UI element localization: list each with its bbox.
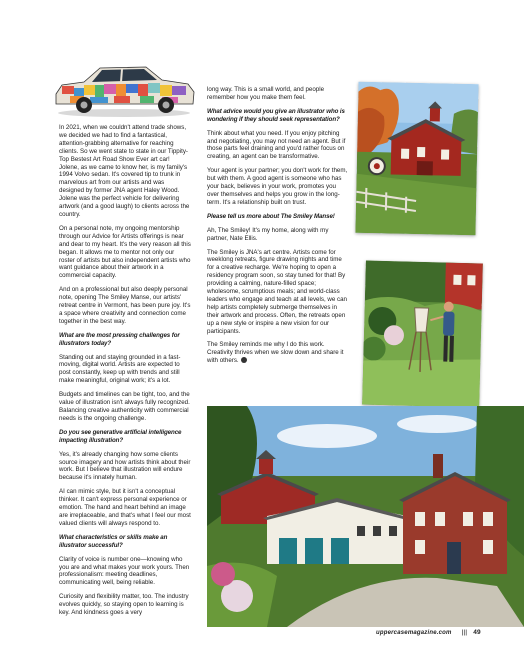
footer-separator: ||| xyxy=(461,630,468,636)
text-column-middle xyxy=(207,86,349,371)
body-paragraph xyxy=(207,341,349,365)
body-paragraph: Think about what you need. If you enjoy pitching and negotiating, you may not need an agent. But if those parts feel draining and you'd rather focus on creating, an agent can be transformative. xyxy=(207,129,346,161)
text-column-left xyxy=(59,124,191,623)
body-paragraph: On a personal note, my ongoing mentorship through our Advice for Artists offerings is near and dear to my heart. It's the very reason all this began. It allows me to mentor not only our roster of artists but also independent artists who want guidance about their artwork in a commercial capacity. xyxy=(59,224,191,280)
interview-question: Please tell us more about The Smiley Manse! xyxy=(207,212,335,220)
body-paragraph: Budgets and timelines can be tight, too, and the value of illustration isn't always fully recognized. Balancing creative authenticity with commercial needs is the ongoing challenge. xyxy=(59,391,190,422)
body-paragraph: Yes, it's already changing how some clients source imagery and how artists think about their work. But I believe that illustration will endure because it's innately human. xyxy=(59,450,191,482)
body-paragraph: The Smiley is JNA's art centre. Artists come for weeklong retreats, figure drawing nights and time for a creative recharge. We're hoping to open a residency program soon, so stay tuned for that! By providing a calming, nature-filled space; wholesome, scrumptious meals; and world-class leaders who engage and teach at all levels, we can help artists completely submerge themselves in their artwork and process. Often, the retreats open up a new style or inspire a new vision for our participants. xyxy=(207,248,347,335)
page-footer xyxy=(376,627,496,639)
body-paragraph: Your agent is your partner; you don't work for them, but with them. A good agent is someone who has your back, believes in your work, promotes you over themselves and helps you grow in the long-term. It's a relationship built on trust. xyxy=(207,167,348,206)
art-car-photo xyxy=(50,58,198,120)
interview-question: Do you see generative artificial intelligence impacting illustration? xyxy=(59,428,182,444)
body-paragraph: AI can mimic style, but it isn't a conceptual thinker. It can't express personal experience or emotion. The hand and heart behind an image are irreplaceable, and that's what I feel our most valued clients will always respond to. xyxy=(59,488,191,527)
end-mark-icon xyxy=(241,357,247,363)
red-barn-photo xyxy=(355,82,478,235)
body-paragraph: In 2021, when we couldn't attend trade shows, we decided we had to find a fantastical, attention-grabbing alternative for reaching clients. So we went state to state in our Tippity-Top Bestest Art Road Show Ever art car! Jolene, as we came to know her, is my family's 1994 Volvo sedan. It's covered tip to trunk in marvelous art from our artists and was designed by former JNA agent Haley Wood. Jolene was the perfect vehicle for delivering artwork (and a good laugh) to clients across the country. xyxy=(59,124,190,218)
page-number: 49 xyxy=(473,629,481,636)
body-paragraph: Curiosity and flexibility matter, too. The industry evolves quickly, so staying open to learning is key. And kindness goes a very xyxy=(59,593,189,617)
interview-question: What are the most pressing challenges for illustrators today? xyxy=(59,331,180,347)
smiley-manse-photo xyxy=(207,406,524,627)
interview-question: What characteristics or skills make an illustrator successful? xyxy=(59,533,168,549)
magazine-url: uppercasemagazine.com xyxy=(376,630,452,636)
body-paragraph: Ah, The Smiley! It's my home, along with my partner, Nate Ellis. xyxy=(207,226,329,242)
body-paragraph: Clarity of voice is number one—knowing who you are and what makes your work yours. Then professionalism: meeting deadlines, communicating well, being reliable. xyxy=(59,555,190,587)
closing-text: The Smiley reminds me why I do this work. Creativity thrives when we slow down and share it with others. xyxy=(207,341,344,365)
body-paragraph: Standing out and staying grounded in a fast-moving, digital world. Artists are expected to post constantly, keep up with trends and still make meaningful, original work; it's a lot. xyxy=(59,353,181,385)
body-paragraph: And on a professional but also deeply personal note, opening The Smiley Manse, our artists' retreat centre in Vermont, has been pure joy. It's a space where creativity and connection come together in the best way. xyxy=(59,286,191,325)
interview-question: What advice would you give an illustrator who is wondering if they should seek representation? xyxy=(207,107,345,123)
artist-painting-photo xyxy=(362,260,483,407)
body-paragraph: long way. This is a small world, and people remember how you make them feel. xyxy=(207,86,325,101)
